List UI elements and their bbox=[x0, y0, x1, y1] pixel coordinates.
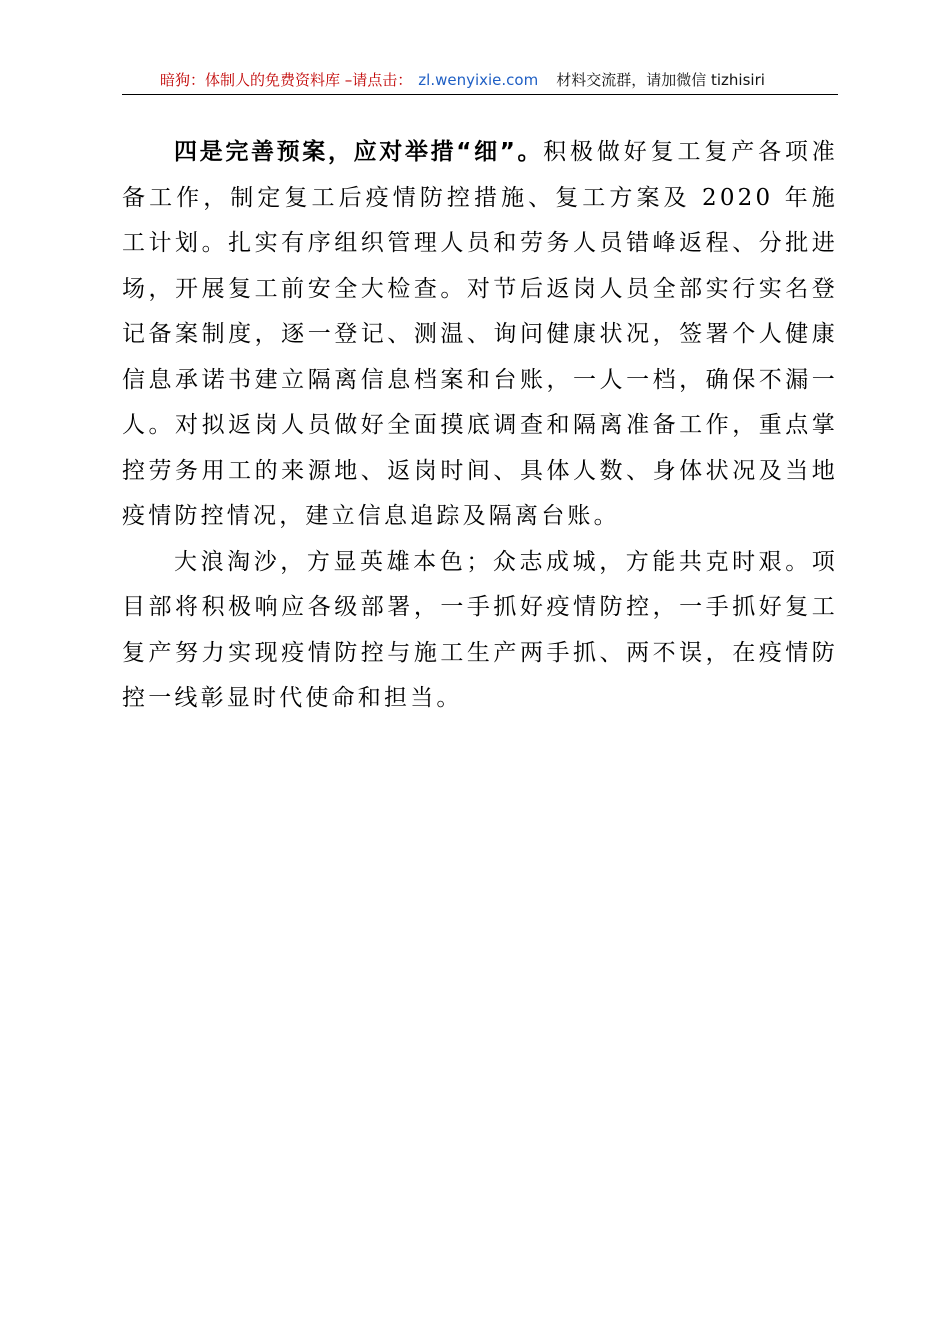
paragraph-1 bbox=[122, 130, 838, 540]
paragraph-2 bbox=[122, 540, 838, 722]
header-url-link[interactable]: zl.wenyixie.com bbox=[418, 71, 539, 89]
page-header bbox=[122, 68, 838, 95]
header-contact: 材料交流群，请加微信 tizhisiri bbox=[556, 71, 765, 89]
header-promo: 暗狗：体制人的免费资料库 –请点击： bbox=[160, 71, 413, 89]
document-body bbox=[122, 130, 838, 722]
paragraph-1-heading: 四是完善预案，应对举措“细”。 bbox=[174, 139, 544, 165]
paragraph-2-text: 大浪淘沙，方显英雄本色；众志成城，方能共克时艰。项目部将积极响应各级部署，一手抓好疫情防控，一手抓好复工复产努力实现疫情防控与施工生产两手抓、两不误，在疫情防控一线彰显时代使命和担当。 bbox=[122, 548, 838, 711]
paragraph-1-text: 积极做好复工复产各项准备工作，制定复工后疫情防控措施、复工方案及 2020 年施工计划。扎实有序组织管理人员和劳务人员错峰返程、分批进场，开展复工前安全大检查。对节后返岗人员全部实行实名登记备案制度，逐一登记、测温、询问健康状况，签署个人健康信息承诺书建立隔离信息档案和台账，一人一档，确保不漏一人。对拟返岗人员做好全面摸底调查和隔离准备工作，重点掌控劳务用工的来源地、返岗时间、具体人数、身体状况及当地疫情防控情况，建立信息追踪及隔离台账。 bbox=[122, 139, 838, 529]
